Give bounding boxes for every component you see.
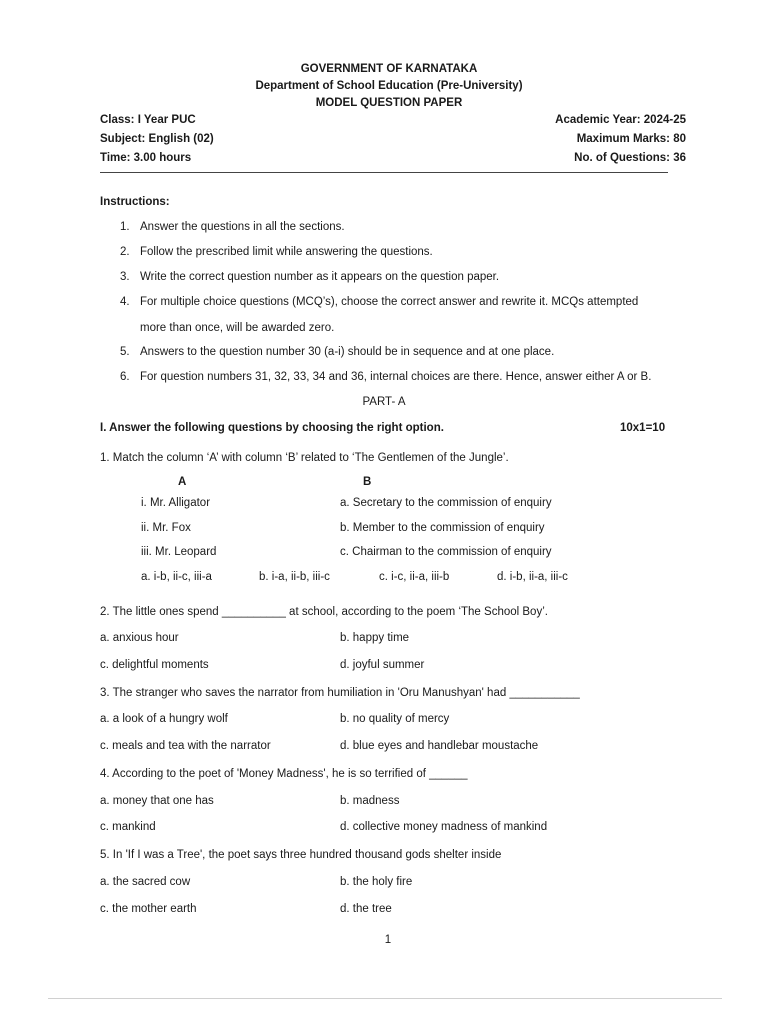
q1-option-b: b. i-a, ii-b, iii-c: [259, 571, 330, 583]
q3-option-a: a. a look of a hungry wolf: [100, 713, 228, 725]
q5-option-b: b. the holy fire: [340, 876, 413, 888]
q5-option-a: a. the sacred cow: [100, 876, 191, 888]
column-b-heading: B: [363, 476, 372, 488]
section-marks: 10x1=10: [620, 422, 666, 434]
header-divider: [100, 172, 668, 173]
instructions-title: Instructions:: [100, 196, 170, 208]
meta-max-marks: Maximum Marks: 80: [576, 133, 686, 145]
question-5-stem: 5. In 'If I was a Tree', the poet says three hundred thousand gods shelter inside: [100, 849, 502, 861]
column-a-item: iii. Mr. Leopard: [141, 546, 217, 558]
meta-subject: Subject: English (02): [100, 133, 214, 145]
q5-option-c: c. the mother earth: [100, 903, 197, 915]
column-a-item: ii. Mr. Fox: [141, 522, 191, 534]
meta-num-questions: No. of Questions: 36: [574, 152, 686, 164]
header-department: Department of School Education (Pre-University): [255, 80, 523, 92]
q3-option-b: b. no quality of mercy: [340, 713, 450, 725]
column-b-item: c. Chairman to the commission of enquiry: [340, 546, 552, 558]
column-b-item: a. Secretary to the commission of enquiry: [340, 497, 552, 509]
meta-class: Class: I Year PUC: [100, 114, 196, 126]
q4-option-b: b. madness: [340, 795, 400, 807]
column-b-item: b. Member to the commission of enquiry: [340, 522, 545, 534]
instruction-item: 2. Follow the prescribed limit while answering the questions.: [120, 246, 433, 258]
column-a-heading: A: [178, 476, 187, 488]
column-a-item: i. Mr. Alligator: [141, 497, 211, 509]
q3-option-d: d. blue eyes and handlebar moustache: [340, 740, 539, 752]
q1-option-a: a. i-b, ii-c, iii-a: [141, 571, 212, 583]
instruction-item: 5. Answers to the question number 30 (a-i) should be in sequence and at one place.: [120, 346, 555, 358]
question-2-stem: 2. The little ones spend __________ at school, according to the poem ‘The School Boy’.: [100, 606, 548, 618]
question-1-stem: 1. Match the column ‘A’ with column ‘B’ related to ‘The Gentlemen of the Jungle’.: [100, 452, 509, 464]
q2-option-b: b. happy time: [340, 632, 410, 644]
meta-time: Time: 3.00 hours: [100, 152, 192, 164]
q4-option-a: a. money that one has: [100, 795, 214, 807]
meta-academic-year: Academic Year: 2024-25: [555, 114, 686, 126]
instruction-item: 3. Write the correct question number as it appears on the question paper.: [120, 271, 500, 283]
q2-option-a: a. anxious hour: [100, 632, 179, 644]
page-number: 1: [384, 934, 392, 946]
q2-option-c: c. delightful moments: [100, 659, 209, 671]
q4-option-c: c. mankind: [100, 821, 156, 833]
question-3-stem: 3. The stranger who saves the narrator from humiliation in 'Oru Manushyan' had ___________: [100, 687, 580, 699]
q3-option-c: c. meals and tea with the narrator: [100, 740, 271, 752]
part-a-title: PART- A: [362, 396, 406, 408]
instruction-item: 6. For question numbers 31, 32, 33, 34 and 36, internal choices are there. Hence, answer either A or B.: [120, 371, 652, 383]
header-paper-title: MODEL QUESTION PAPER: [315, 97, 463, 109]
q1-option-c: c. i-c, ii-a, iii-b: [379, 571, 450, 583]
instruction-item-continued: more than once, will be awarded zero.: [140, 322, 335, 334]
instruction-item: 4. For multiple choice questions (MCQ’s), choose the correct answer and rewrite it. MCQs attempted: [120, 296, 639, 308]
page-bottom-divider: [48, 998, 722, 999]
q2-option-d: d. joyful summer: [340, 659, 425, 671]
q5-option-d: d. the tree: [340, 903, 392, 915]
question-4-stem: 4. According to the poet of 'Money Madness', he is so terrified of ______: [100, 768, 468, 780]
q1-option-d: d. i-b, ii-a, iii-c: [497, 571, 568, 583]
q4-option-d: d. collective money madness of mankind: [340, 821, 548, 833]
instruction-item: 1. Answer the questions in all the sections.: [120, 221, 345, 233]
section-heading: I. Answer the following questions by choosing the right option.: [100, 422, 444, 434]
header-government: GOVERNMENT OF KARNATAKA: [300, 63, 478, 75]
